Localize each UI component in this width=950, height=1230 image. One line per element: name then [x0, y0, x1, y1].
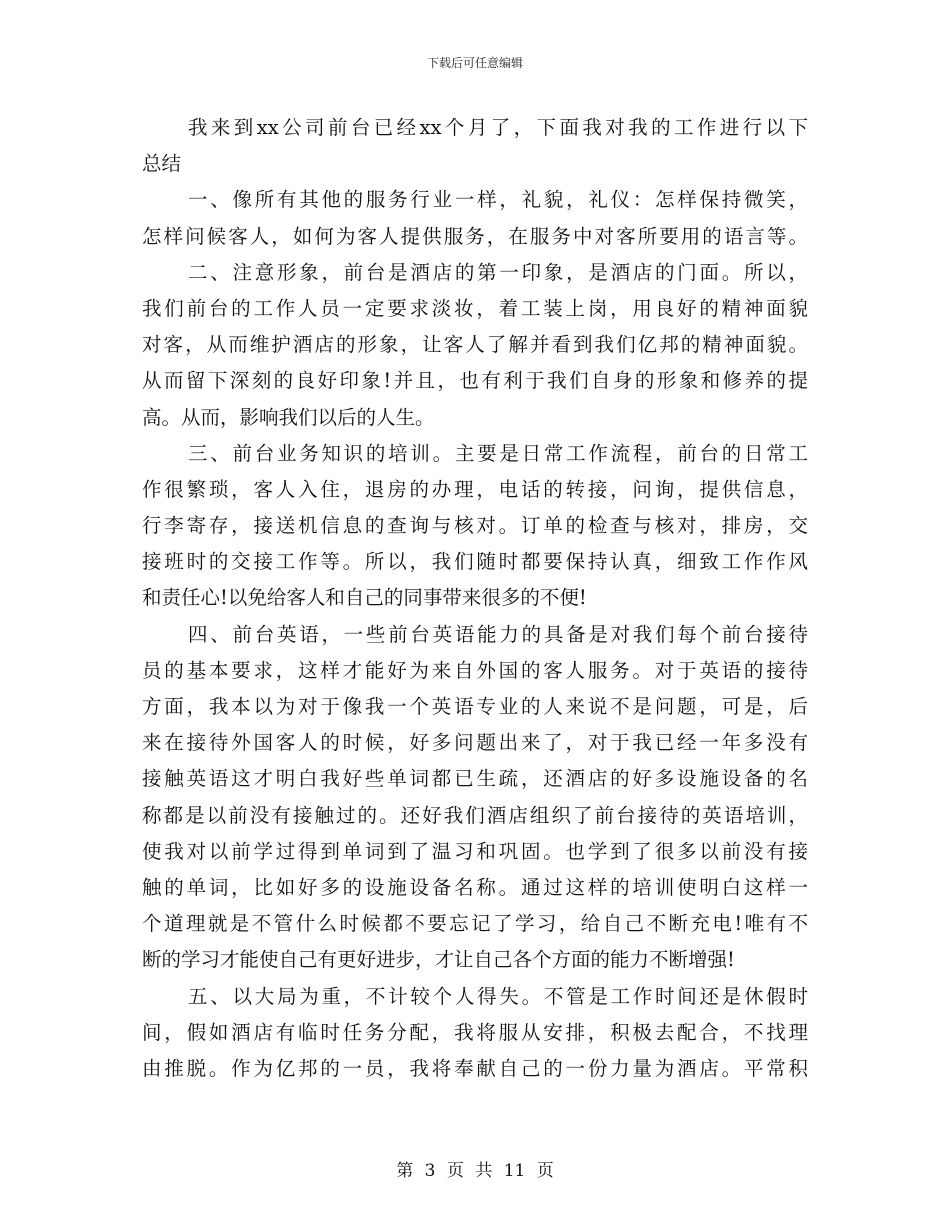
- paragraph-line: 由推脱。作为亿邦的一员，我将奉献自己的一份力量为酒店。平常积: [142, 1056, 808, 1080]
- paragraph-line: 一、像所有其他的服务行业一样，礼貌，礼仪：怎样保持微笑，: [188, 188, 808, 212]
- page-footer: 第 3 页 共 11 页: [396, 1161, 554, 1181]
- paragraph-line: 间，假如酒店有临时任务分配，我将服从安排，积极去配合，不找理: [142, 1020, 808, 1044]
- paragraph-line: 我们前台的工作人员一定要求淡妆，着工装上岗，用良好的精神面貌: [142, 296, 808, 320]
- paragraph-line: 接触英语这才明白我好些单词都已生疏，还酒店的好多设施设备的名: [142, 767, 808, 791]
- paragraph-line: 称都是以前没有接触过的。还好我们酒店组织了前台接待的英语培训，: [142, 803, 808, 827]
- document-body: [142, 110, 808, 1087]
- paragraph-line: 怎样问候客人，如何为客人提供服务，在服务中对客所要用的语言等。: [142, 224, 808, 248]
- paragraph-line: 二、注意形象，前台是酒店的第一印象，是酒店的门面。所以，: [188, 260, 808, 284]
- paragraph-line: 使我对以前学过得到单词到了温习和巩固。也学到了很多以前没有接: [142, 839, 808, 863]
- paragraph-line: 个道理就是不管什么时候都不要忘记了学习，给自己不断充电!唯有不: [142, 912, 808, 936]
- paragraph-line: 三、前台业务知识的培训。主要是日常工作流程，前台的日常工: [188, 441, 808, 465]
- paragraph-line: 来在接待外国客人的时候，好多问题出来了，对于我已经一年多没有: [142, 731, 808, 755]
- paragraph-line: 接班时的交接工作等。所以，我们随时都要保持认真，细致工作作风: [142, 550, 808, 574]
- paragraph-line: 四、前台英语，一些前台英语能力的具备是对我们每个前台接待: [188, 622, 808, 646]
- paragraph-line: 和责任心!以免给客人和自己的同事带来很多的不便!: [142, 586, 587, 610]
- paragraph-line: 行李寄存，接送机信息的查询与核对。订单的检查与核对，排房，交: [142, 514, 808, 538]
- paragraph-line: 员的基本要求，这样才能好为来自外国的客人服务。对于英语的接待: [142, 658, 808, 682]
- paragraph-line: 触的单词，比如好多的设施设备名称。通过这样的培训使明白这样一: [142, 875, 808, 899]
- paragraph-line: 作很繁琐，客人入住，退房的办理，电话的转接，问询，提供信息，: [142, 477, 808, 501]
- paragraph-line: 对客，从而维护酒店的形象，让客人了解并看到我们亿邦的精神面貌。: [142, 333, 808, 357]
- paragraph-line: 断的学习才能使自己有更好进步，才让自己各个方面的能力不断增强!: [142, 948, 735, 972]
- page-header: 下载后可任意编辑: [426, 56, 523, 70]
- paragraph-line: 五、以大局为重，不计较个人得失。不管是工作时间还是休假时: [188, 984, 808, 1008]
- paragraph-line: 从而留下深刻的良好印象!并且，也有利于我们自身的形象和修养的提: [142, 369, 808, 393]
- paragraph-line: 我来到xx公司前台已经xx个月了，下面我对我的工作进行以下: [188, 116, 808, 139]
- paragraph-line: 方面，我本以为对于像我一个英语专业的人来说不是问题，可是，后: [142, 695, 808, 718]
- paragraph-line: 总结: [142, 152, 182, 176]
- paragraph-line: 高。从而，影响我们以后的人生。: [142, 405, 435, 429]
